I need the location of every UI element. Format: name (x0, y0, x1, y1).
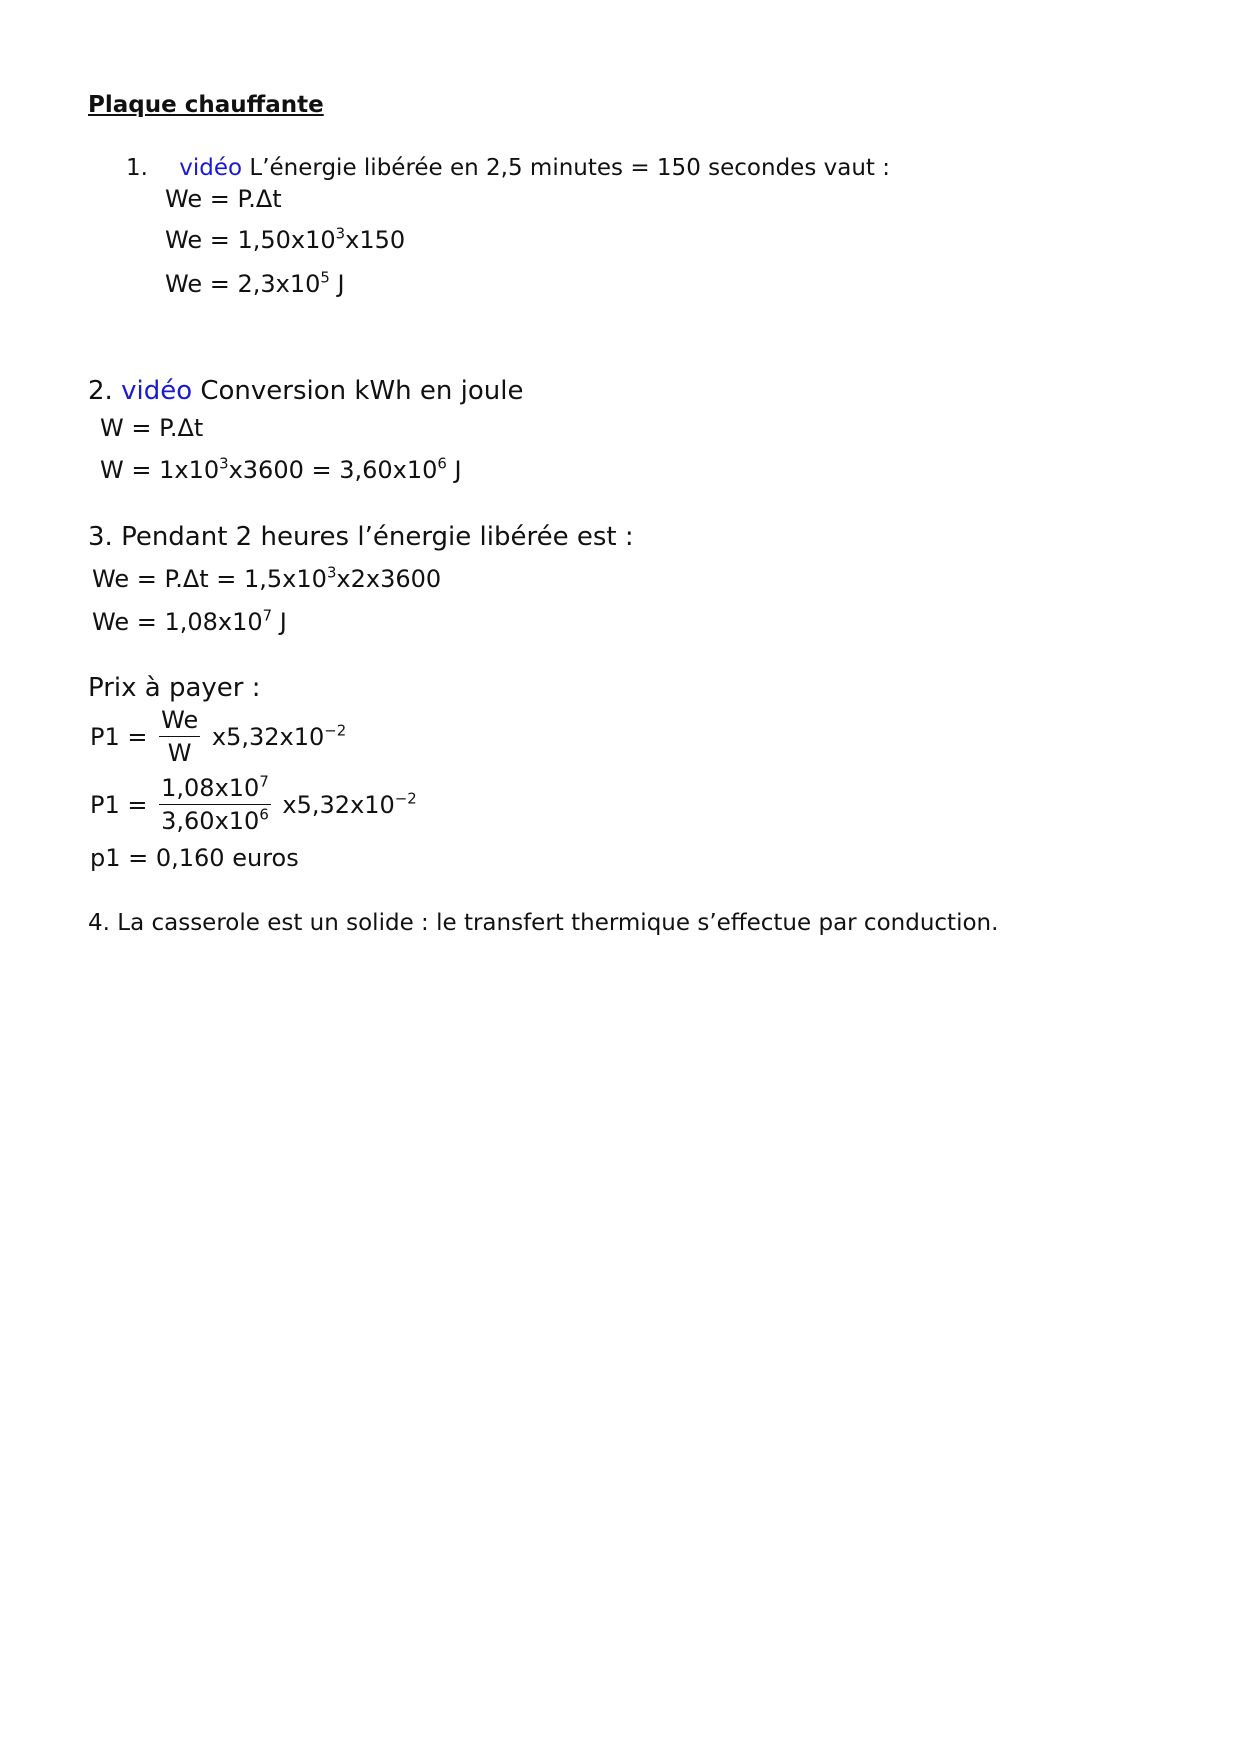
fraction-we-over-w: $\frac{We}{W}$ (161, 706, 199, 767)
question-3: 3. Pendant 2 heures l’énergie libérée est : (88, 522, 634, 552)
q3-equation-1: $We = P.\Delta t = 1,5x10^3x2x3600$ (92, 563, 442, 593)
q1-number: 1. (126, 155, 148, 181)
q2-equation-2: $W = 1x10^3x3600 = 3,60x10^6$ J (100, 454, 462, 484)
price-formula-2: P1 = $\frac{1,08x10^7}{3,60x10^6}$ $x5,32x10^{-2}$ (90, 772, 417, 835)
q2-text: Conversion kWh en joule (192, 376, 524, 406)
q1-equation-2: $We = 1,50x10^3x150$ (165, 224, 406, 254)
question-1 (126, 155, 890, 181)
q1-video-link[interactable]: vidéo (179, 155, 243, 181)
q2-video-link[interactable]: vidéo (121, 376, 193, 406)
q1-equation-1: We = P.Δt (165, 185, 282, 213)
fraction-energy-ratio: $\frac{1,08x10^7}{3,60x10^6}$ (161, 772, 269, 835)
question-4: 4. La casserole est un solide : le transfert thermique s’effectue par conduction. (88, 910, 999, 936)
q2-number: 2. (88, 376, 122, 406)
page-title: Plaque chauffante (88, 92, 324, 118)
price-formula-1: P1 = $\frac{We}{W}$ $x5,32x10^{-2}$ (90, 706, 347, 767)
q3-equation-2: $We = 1,08x10^7$ J (92, 606, 287, 636)
q1-text: L’énergie libérée en 2,5 minutes = 150 secondes vaut : (242, 155, 890, 181)
question-2 (88, 376, 523, 406)
q1-equation-3: $We = 2,3x10^5$ J (165, 268, 345, 298)
price-result: p1 = 0,160 euros (90, 844, 299, 872)
price-heading: Prix à payer : (88, 673, 261, 703)
q2-equation-1: W = P.Δt (100, 414, 204, 442)
